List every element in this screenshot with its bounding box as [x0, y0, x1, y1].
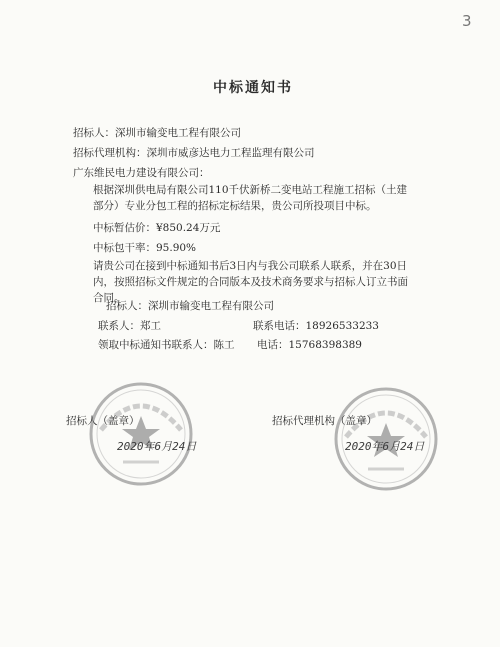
document-title: 中标通知书: [213, 80, 293, 96]
contact-phone: 联系电话：18926533233: [253, 320, 379, 332]
bidder-line: 招标人：深圳市输变电工程有限公司: [73, 127, 241, 139]
paragraph-result: 根据深圳供电局有限公司110千伏新桥二变电站工程施工招标（土建部分）专业分包工程的招标定标结果，贵公司所投项目中标。: [93, 184, 408, 212]
bid-price: 中标暂估价：¥850.24万元: [93, 222, 221, 234]
agency-line: 招标代理机构：深圳市威彦达电力工程监理有限公司: [73, 147, 315, 159]
contact-company: 招标人：深圳市输变电工程有限公司: [106, 300, 274, 312]
paragraph-instructions: 请贵公司在接到中标通知书后3日内与我公司联系人联系，并在30日内，按照招标文件规定的合同版本及技术商务要求与招标人订立书面合同。: [93, 260, 408, 304]
left-seal-label: 招标人（盖章）: [66, 415, 140, 427]
left-company-seal: [85, 378, 197, 490]
left-date: 2020年6月24日: [117, 440, 197, 453]
right-date: 2020年6月24日: [345, 440, 425, 453]
winner-line: 广东维民电力建设有限公司：: [73, 167, 210, 179]
contact-person: 联系人：郑工: [98, 320, 161, 332]
right-seal-label: 招标代理机构（盖章）: [272, 415, 377, 427]
page-number-handwritten: 3: [462, 12, 472, 30]
bid-ratio: 中标包干率：95.90%: [93, 242, 197, 254]
notice-phone: 电话：15768398389: [257, 339, 362, 351]
notice-contact: 领取中标通知书联系人：陈工: [98, 339, 235, 351]
